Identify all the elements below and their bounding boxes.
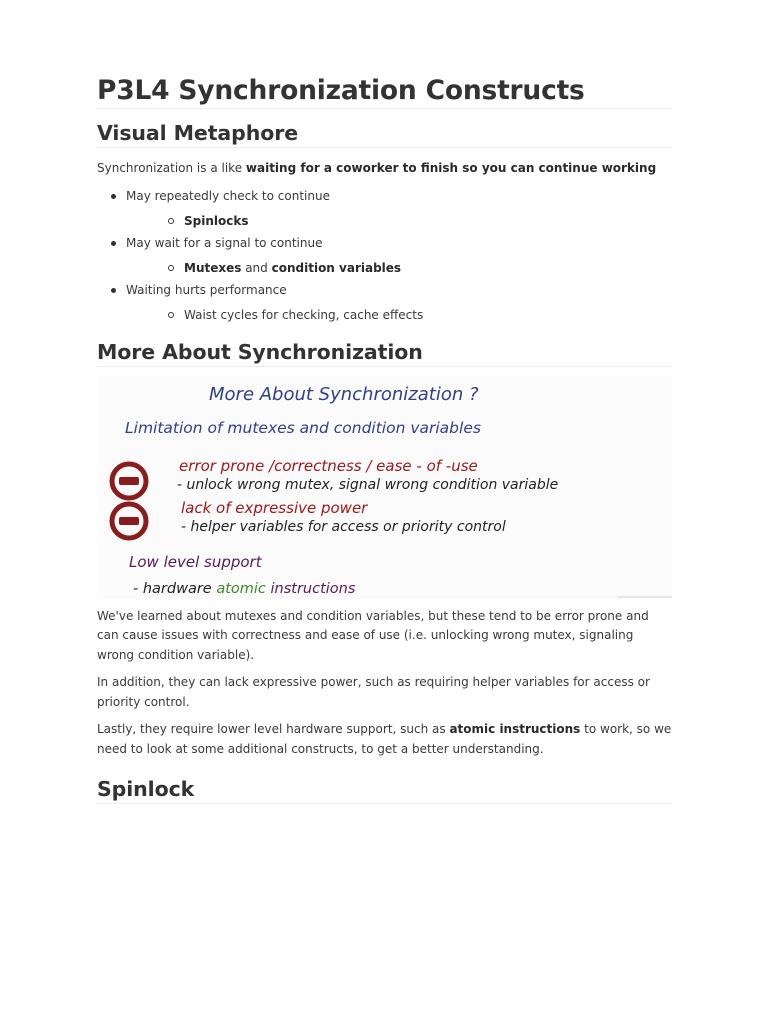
handwritten-slide-image	[97, 375, 672, 599]
paragraph-text: Lastly, they require lower level hardware support, such as	[97, 722, 450, 736]
sub-item-text: Waist cycles for checking, cache effects	[184, 307, 424, 322]
slide-drawing	[97, 375, 672, 599]
paragraph-expressive-power: In addition, they can lack expressive power, such as requiring helper variables for access or priority control.	[97, 675, 650, 709]
slide-bad2-detail: - helper variables for access or priority control	[181, 518, 506, 535]
slide-hw-atomic: atomic	[216, 580, 266, 597]
slide-bad1-title: error prone /correctness / ease - of -use	[179, 456, 478, 475]
paragraph-text: to work, so we need to look at some additional constructs, to get a better understanding.	[97, 722, 672, 756]
list-item-text: Waiting hurts performance	[126, 282, 287, 297]
slide-bad2-title: lack of expressive power	[181, 498, 368, 517]
sub-list-item	[126, 307, 672, 324]
visual-list	[97, 188, 672, 324]
document-content	[97, 74, 672, 804]
sub-list	[126, 260, 672, 277]
sub-item-bold: Spinlocks	[184, 213, 249, 228]
list-item	[97, 235, 672, 277]
slide-title: More About Synchronization ?	[209, 383, 479, 405]
slide-hw-instr: instructions	[265, 580, 356, 597]
slide-bad1-detail: - unlock wrong mutex, signal wrong condition variable	[177, 476, 559, 493]
slide-hardware-line	[133, 581, 356, 597]
sub-item-text: and	[241, 260, 272, 275]
list-item-text: May wait for a signal to continue	[126, 235, 323, 250]
visual-intro-text: Synchronization is a like	[97, 161, 246, 175]
sub-item-bold: Mutexes	[184, 260, 242, 275]
slide-hw-prefix: - hardware	[133, 580, 217, 597]
section-heading-more-about-synchronization: More About Synchronization	[97, 338, 672, 367]
visual-intro-bold: waiting for a coworker to finish so you can continue working	[245, 161, 657, 175]
page-title: P3L4 Synchronization Constructs	[97, 74, 672, 109]
paragraph-mutexes: We've learned about mutexes and condition variables, but these tend to be error prone and can cause issues with correctness and ease of use (i.e. unlocking wrong mutex, signaling wrong condition variable).	[97, 608, 649, 662]
paragraph-hardware-support	[97, 720, 672, 759]
paragraph-bold: atomic instructions	[449, 722, 581, 736]
slide-low-level: Low level support	[129, 552, 262, 571]
sub-item-bold: condition variables	[271, 260, 402, 275]
list-item	[97, 282, 672, 324]
sub-list	[126, 213, 672, 230]
visual-intro	[97, 159, 672, 179]
sub-list	[126, 307, 672, 324]
section-heading-spinlock: Spinlock	[97, 775, 672, 804]
list-item	[97, 188, 672, 230]
sub-list-item	[126, 260, 672, 277]
list-item-text: May repeatedly check to continue	[126, 188, 330, 203]
slide-line-limitation: Limitation of mutexes and condition variables	[125, 418, 481, 437]
section-heading-visual-metaphore: Visual Metaphore	[97, 119, 672, 148]
sub-list-item	[126, 213, 672, 230]
